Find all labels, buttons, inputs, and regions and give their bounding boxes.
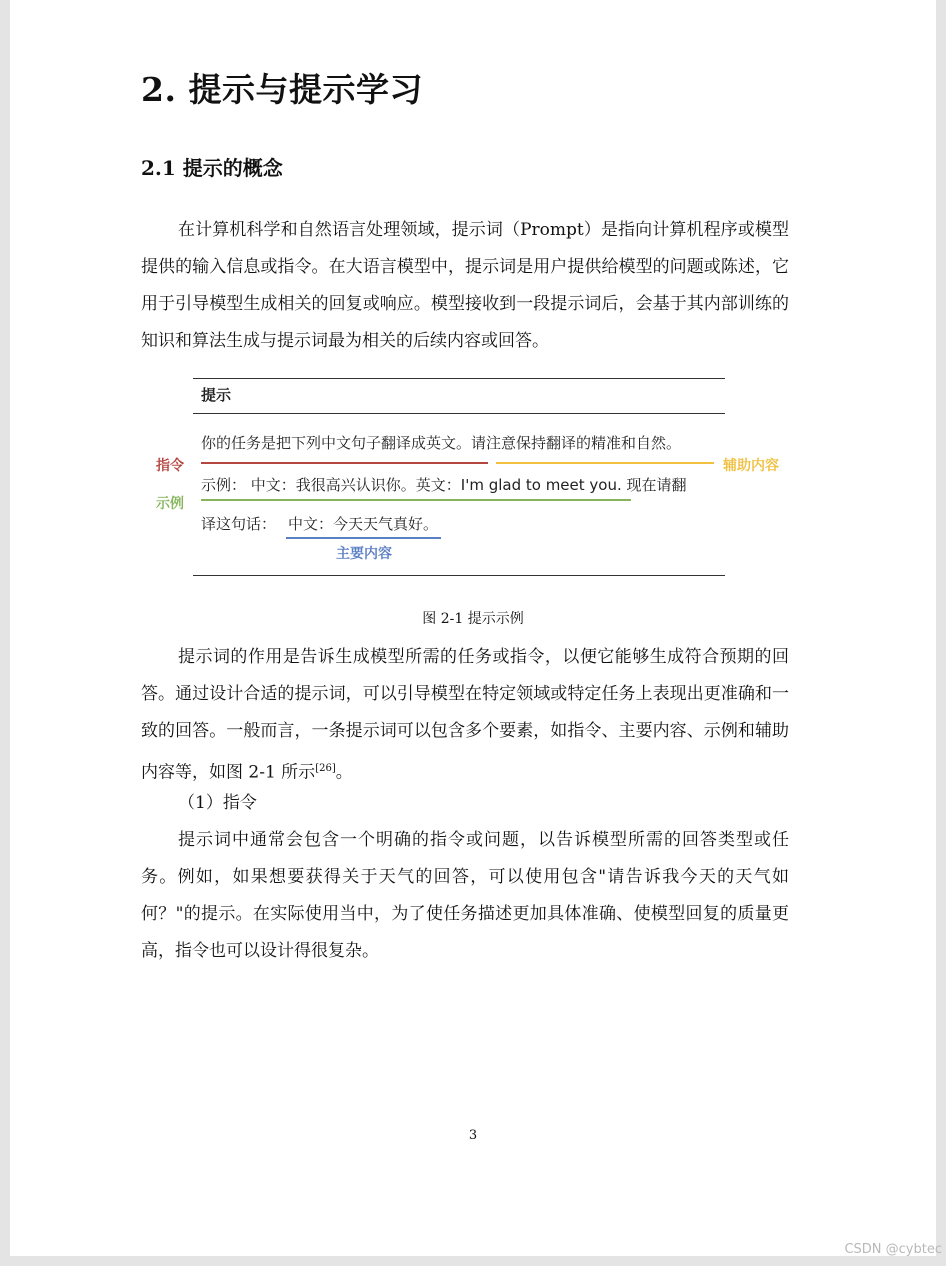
figure-line-prefix: 译这句话： (201, 515, 277, 533)
watermark: CSDN @cybtec (844, 1242, 942, 1257)
figure-header-rule (193, 413, 725, 414)
figure-line-instruction: 你的任务是把下列中文句子翻译成英文。请注意保持翻译的精准和自然。 (201, 434, 682, 452)
figure-line-example: 示例： 中文：我很高兴认识你。英文：I'm glad to meet you. 现在请翻 (201, 476, 687, 494)
instruction-underline (201, 462, 488, 464)
figure-line-main: 中文：今天天气真好。 (288, 515, 439, 533)
figure-caption: 图 2-1 提示示例 (422, 611, 524, 627)
page-number: 3 (468, 1128, 478, 1143)
figure-bottom-rule (193, 575, 725, 576)
section-title: 2.1 提示的概念 (141, 156, 283, 180)
paragraph-1: 在计算机科学和自然语言处理领域，提示词（Prompt）是指向计算机程序或模型提供的输入信息或指令。在大语言模型中，提示词是用户提供给模型的问题或陈述，它用于引导模型生成相关的回复或响应。模型接收到一段提示词后，会基于其内部训练的知识和算法生成与提示词最为相关的后续内容或回答。 (141, 220, 789, 351)
paragraph-2 (141, 639, 789, 792)
paragraph-2-end: 。 (335, 762, 353, 783)
document-page (10, 0, 936, 1256)
paragraph-3: 提示词中通常会包含一个明确的指令或问题，以告诉模型所需的回答类型或任务。例如，如果想要获得关于天气的回答，可以使用包含"请告诉我今天的天气如何？"的提示。在实际使用当中，为了使任务描述更加具体准确、使模型回复的质量更高，指令也可以设计得很复杂。 (141, 830, 789, 961)
list-item-instruction: （1）指令 (178, 793, 257, 813)
auxiliary-underline (496, 462, 714, 464)
citation: [26] (315, 763, 336, 774)
instruction-label: 指令 (156, 458, 184, 474)
main-content-underline (286, 537, 441, 539)
example-label: 示例 (156, 496, 184, 512)
figure-header: 提示 (201, 386, 232, 404)
chapter-title: 2. 提示与提示学习 (141, 70, 423, 109)
example-underline (201, 499, 631, 501)
paragraph-2-text: 提示词的作用是告诉生成模型所需的任务或指令，以便它能够生成符合预期的回答。通过设计合适的提示词，可以引导模型在特定领域或特定任务上表现出更准确和一致的回答。一般而言，一条提示词可以包含多个要素，如指令、主要内容、示例和辅助内容等，如图 2-1 所示 (141, 647, 789, 783)
auxiliary-label: 辅助内容 (723, 458, 779, 474)
main-content-label: 主要内容 (336, 546, 392, 562)
figure-top-rule (193, 378, 725, 379)
